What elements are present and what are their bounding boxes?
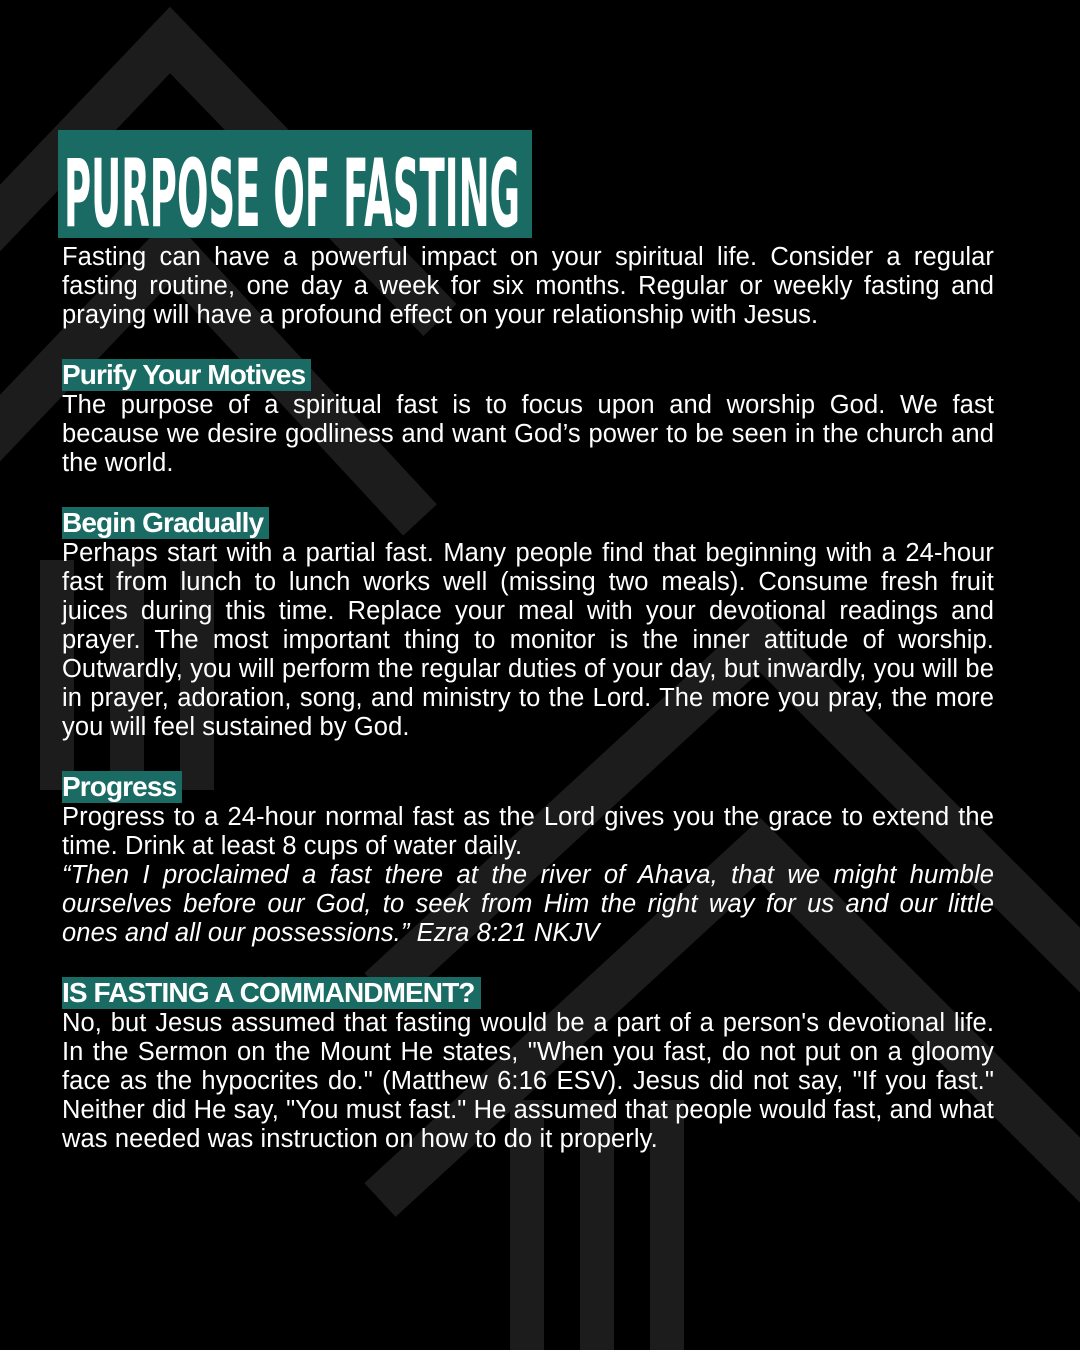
section-body: Progress to a 24-hour normal fast as the Lord gives you the grace to extend the time. Drink at least 8 cups of water daily. (62, 803, 994, 860)
section-body: The purpose of a spiritual fast is to focus upon and worship God. We fast because we desire godliness and want God’s power to be seen in the church and the world. (62, 391, 994, 477)
intro-paragraph: Fasting can have a powerful impact on your spiritual life. Consider a regular fasting routine, one day a week for six months. Regular or weekly fasting and praying will have a profound effect on your relationship with Jesus. (62, 243, 994, 329)
section-heading: Begin Gradually (62, 507, 269, 539)
section-progress (62, 742, 994, 861)
page-title-graphic (64, 130, 524, 238)
section-commandment (62, 948, 994, 1154)
section-purify-motives (62, 330, 994, 478)
content-column (62, 130, 994, 1154)
scripture-quote: “Then I proclaimed a fast there at the river of Ahava, that we might humble ourselves before our God, to seek from Him the right way for us and our little ones and all our possessions.” Ezra 8:21 NKJV (62, 861, 994, 947)
section-heading: Progress (62, 771, 182, 803)
section-heading: Purify Your Motives (62, 359, 311, 391)
page-title-text: PURPOSE OF FASTING (64, 140, 520, 238)
section-body: Perhaps start with a partial fast. Many people find that beginning with a 24-hour fast from lunch to lunch works well (missing two meals). Consume fresh fruit juices during this time. Replace your meal with your devotional readings and prayer. The most important thing to monitor is the inner attitude of worship. Outwardly, you will perform the regular duties of your day, but inwardly, you will be in prayer, adoration, song, and ministry to the Lord. The more you pray, the more you will feel sustained by God. (62, 539, 994, 741)
section-begin-gradually (62, 478, 994, 742)
section-body: No, but Jesus assumed that fasting would be a part of a person's devotional life. In the Sermon on the Mount He states, "When you fast, do not put on a gloomy face as the hypocrites do." (Matthew 6:16 ESV). Jesus did not say, "If you fast." Neither did He say, "You must fast." He assumed that people would fast, and what was needed was instruction on how to do it properly. (62, 1009, 994, 1153)
page-title (58, 130, 532, 238)
section-heading: IS FASTING A COMMANDMENT? (62, 977, 481, 1009)
